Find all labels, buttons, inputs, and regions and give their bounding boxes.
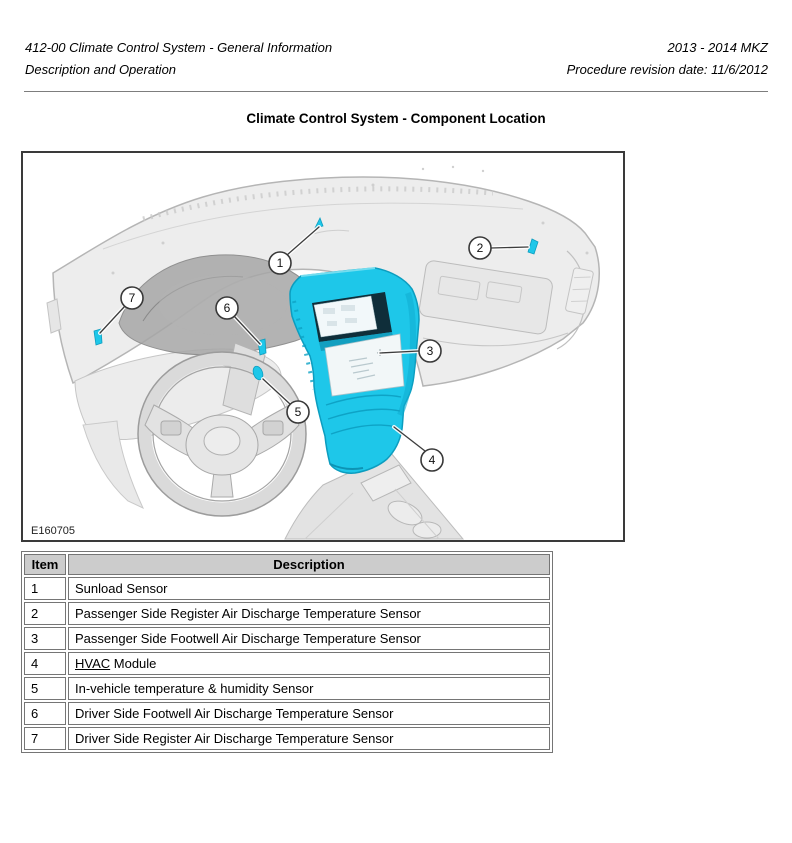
page-header-row-1 [25,40,768,55]
item-cell: 3 [24,627,66,650]
callout-6-marker [216,297,238,319]
callout-2-marker [469,237,491,259]
figure-code: E160705 [31,525,76,537]
callout-5-label: 5 [294,405,302,420]
table-row [24,627,550,650]
header-divider [24,91,768,92]
callout-4-marker [421,449,443,471]
hvac-suffix: Module [110,656,157,671]
model-year: 2013 - 2014 MKZ [667,40,768,55]
callout-1-label: 1 [276,256,284,271]
table-row [24,702,550,725]
callout-1-marker [269,252,291,274]
description-cell: In-vehicle temperature & humidity Sensor [68,677,550,700]
table-row [24,602,550,625]
table-header-row [24,554,550,575]
component-table [21,551,553,753]
page-header-row-2 [25,62,768,77]
table-row [24,652,550,675]
description-cell: Driver Side Footwell Air Discharge Temperature Sensor [68,702,550,725]
table-row [24,727,550,750]
callout-2-label: 2 [476,241,484,256]
callout-7-label: 7 [128,291,136,306]
table-row [24,577,550,600]
hvac-center-stack-highlight [290,268,419,473]
item-cell: 7 [24,727,66,750]
item-cell: 6 [24,702,66,725]
component-location-figure [21,151,625,542]
item-cell: 5 [24,677,66,700]
item-cell: 4 [24,652,66,675]
description-cell: Sunload Sensor [68,577,550,600]
section-title: 412-00 Climate Control System - General Information [25,40,333,55]
callout-4-label: 4 [428,453,436,468]
item-column-header: Item [24,554,66,575]
callout-3-marker [419,340,441,362]
description-column-header: Description [68,554,550,575]
description-cell: Passenger Side Register Air Discharge Temperature Sensor [68,602,550,625]
component-location-diagram [23,153,623,540]
item-cell: 2 [24,602,66,625]
description-cell: Passenger Side Footwell Air Discharge Temperature Sensor [68,627,550,650]
description-cell [68,652,550,675]
callout-6-label: 6 [223,301,231,316]
callout-3-label: 3 [426,344,434,359]
callout-5-marker [287,401,309,423]
subsection-title: Description and Operation [25,62,177,77]
description-cell: Driver Side Register Air Discharge Temperature Sensor [68,727,550,750]
hvac-link[interactable]: HVAC [75,656,111,671]
item-cell: 1 [24,577,66,600]
table-row [24,677,550,700]
callout-7-marker [121,287,143,309]
page-title: Climate Control System - Component Location [246,111,546,126]
revision-date: Procedure revision date: 11/6/2012 [566,62,768,77]
